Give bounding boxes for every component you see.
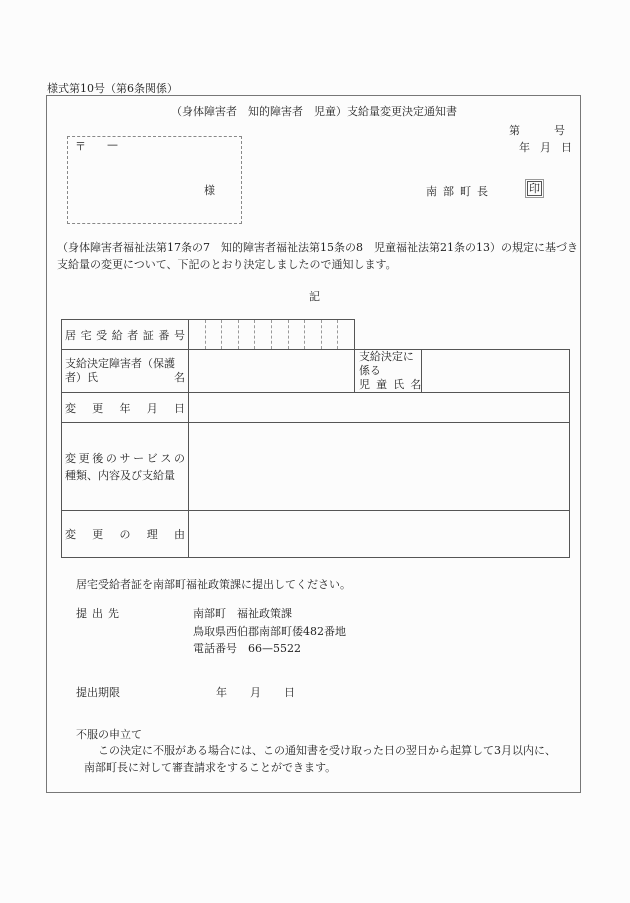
reason-label (62, 511, 189, 558)
child-label-char: 童 (376, 378, 388, 391)
service-label-char: ー (133, 451, 145, 465)
deadline-day: 日 (284, 686, 295, 699)
doc-number-prefix: 第 (509, 124, 520, 137)
document-number (509, 122, 565, 138)
reason-label-char: 由 (174, 528, 185, 541)
table-row-service (62, 423, 570, 511)
service-label-line2: 種類、内容及び支給量 (65, 468, 175, 482)
notice-body: （身体障害者福祉法第17条の7 知的障害者福祉法第15条の8 児童福祉法第21条の13）の規定に基づき支給量の変更について、下記のとおり決定しましたので通知します。 (57, 241, 578, 271)
cert-number-label (62, 320, 189, 350)
service-label-char: の (174, 451, 185, 465)
cert-number-label-char: 証 (142, 328, 154, 342)
change-date-label (62, 393, 189, 423)
cert-number-cell[interactable] (255, 320, 272, 350)
seal-icon: 印 (529, 182, 540, 195)
table-row-reason (62, 511, 570, 558)
cert-number-cell[interactable] (238, 320, 255, 350)
service-label-char: サ (119, 451, 131, 465)
doc-date-month: 月 (540, 141, 551, 154)
doc-date-year: 年 (519, 141, 530, 154)
recipient-honorific: 様 (204, 184, 215, 197)
change-date-field[interactable] (189, 393, 570, 423)
recipient-label (62, 350, 189, 393)
service-field[interactable] (189, 423, 570, 511)
document-title: （身体障害者 知的障害者 児童）支給量変更決定通知書 (171, 105, 457, 118)
service-label (62, 423, 189, 511)
child-label-char: 氏 (393, 378, 405, 391)
reason-label-char: 更 (92, 528, 104, 541)
submit-to-street: 鳥取県西伯郡南部町倭482番地 (193, 624, 346, 638)
child-label (354, 350, 422, 393)
reason-field[interactable] (189, 511, 570, 558)
service-label-char: 変 (65, 451, 76, 465)
service-label-char: 更 (78, 451, 90, 465)
deadline-month: 月 (250, 686, 261, 699)
child-label-char: 児 (358, 378, 370, 391)
cert-number-label-char: 受 (96, 328, 108, 342)
appeal-body (76, 742, 581, 776)
postal-code-dash: — (107, 138, 118, 151)
cert-number-cell[interactable] (321, 320, 338, 350)
child-name-field[interactable] (422, 350, 570, 393)
reason-label-char: 理 (146, 528, 158, 541)
cert-number-label-char: 号 (173, 328, 185, 342)
recipient-label-line2b: 名 (174, 371, 185, 384)
service-label-char: ビ (146, 451, 158, 465)
change-date-label-char: 月 (146, 401, 158, 415)
doc-number-suffix: 号 (554, 124, 565, 137)
appeal-line1: この決定に不服がある場合には、この通知書を受け取った日の翌日から起算して3月以内に、 (98, 744, 556, 757)
change-date-label-char: 変 (65, 401, 76, 415)
deadline-label: 提出期限 (76, 686, 120, 699)
service-label-char: の (105, 451, 117, 465)
cert-number-cell[interactable] (271, 320, 288, 350)
submit-to-label: 提出先 (76, 607, 124, 620)
decision-table (61, 319, 570, 558)
form-label: 様式第10号（第6条関係） (47, 82, 178, 95)
address-box (67, 136, 242, 224)
doc-date-day: 日 (561, 141, 572, 154)
cert-number-label-char: 番 (158, 328, 170, 342)
appeal-line2: 南部町長に対して審査請求をすることができます。 (84, 761, 337, 774)
cert-number-label-char: 者 (127, 328, 139, 342)
table-row-change-date (62, 393, 570, 423)
recipient-name-field[interactable] (189, 350, 355, 393)
recipient-label-line2a: 者）氏 (65, 371, 98, 384)
cert-number-cell[interactable] (222, 320, 239, 350)
cert-number-cell[interactable] (338, 320, 355, 350)
appeal-title: 不服の申立て (76, 728, 142, 741)
deadline-date (216, 684, 318, 700)
cert-number-label-char: 宅 (80, 328, 92, 342)
cert-number-cell[interactable] (205, 320, 222, 350)
cert-number-cell[interactable] (189, 320, 206, 350)
change-date-label-char: 年 (119, 401, 131, 415)
cert-number-label-char: 給 (111, 328, 123, 342)
table-row-recipient (62, 350, 570, 393)
child-label-line2 (359, 378, 422, 392)
ki-heading: 記 (309, 290, 320, 303)
cert-number-cell[interactable] (305, 320, 322, 350)
reason-label-char: の (119, 528, 131, 541)
child-label-char: 名 (410, 378, 422, 391)
cert-number-cell[interactable] (288, 320, 305, 350)
postal-mark-icon: 〒 (75, 140, 86, 153)
service-label-char: ス (160, 451, 172, 465)
change-date-label-char: 日 (174, 401, 185, 415)
document-date (519, 139, 572, 155)
submit-to-office: 南部町 福祉政策課 (193, 607, 292, 620)
issuer-name: 南部町長 (426, 185, 494, 198)
cert-number-label-char: 居 (65, 328, 76, 342)
cert-number-label-text (65, 327, 185, 343)
submit-to-phone: 電話番号 66—5522 (193, 642, 301, 655)
deadline-year: 年 (216, 686, 227, 699)
change-date-label-char: 更 (92, 401, 104, 415)
table-row-cert-number (62, 320, 570, 350)
reason-label-char: 変 (65, 528, 76, 541)
service-label-char: 後 (92, 451, 104, 465)
child-label-line1: 支給決定に係る (358, 350, 414, 377)
submit-instruction: 居宅受給者証を南部町福祉政策課に提出してください。 (76, 578, 351, 591)
submit-to-address (193, 605, 346, 658)
recipient-label-line1: 支給決定障害者（保護 (65, 357, 175, 370)
